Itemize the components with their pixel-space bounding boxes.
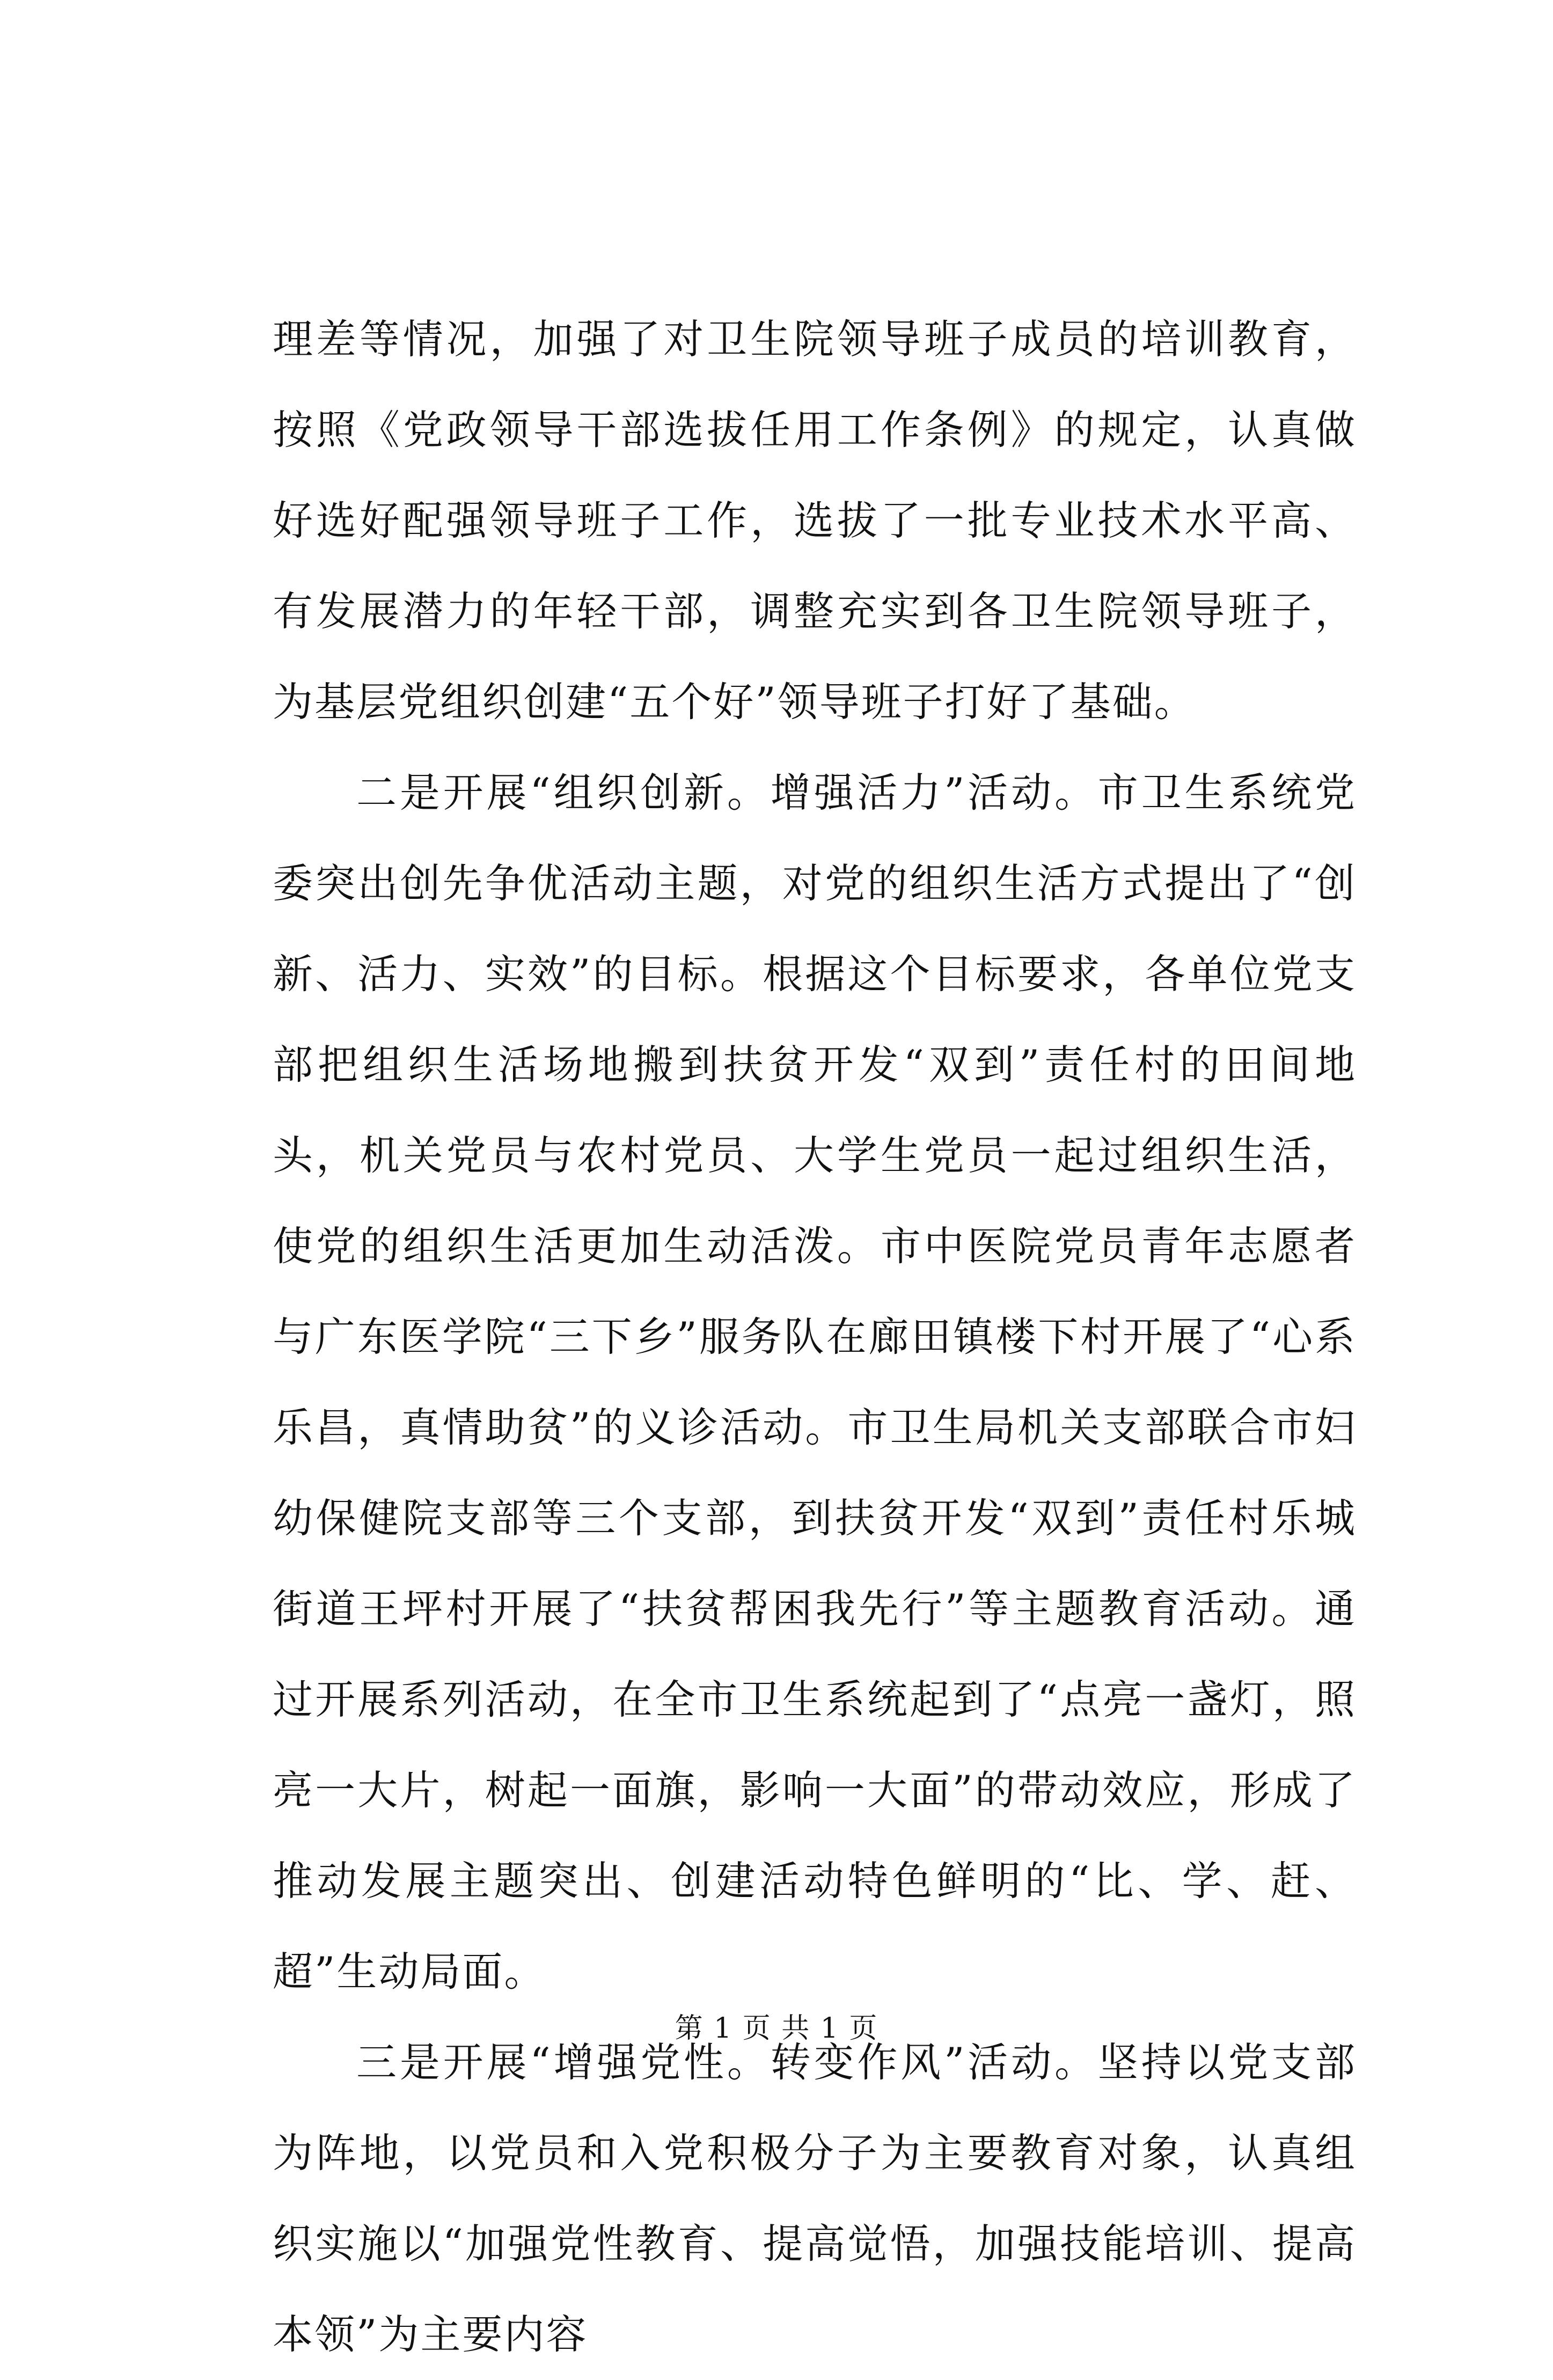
document-body <box>273 294 1357 2380</box>
paragraph-1: 理差等情况，加强了对卫生院领导班子成员的培训教育，按照《党政领导干部选拔任用工作条例》的规定，认真做好选好配强领导班子工作，选拔了一批专业技术水平高、有发展潜力的年轻干部，调整充实到各卫生院领导班子，为基层党组织创建“五个好”领导班子打好了基础。 <box>273 316 1357 726</box>
paragraph-2: 二是开展“组织创新。增强活力”活动。市卫生系统党委突出创先争优活动主题，对党的组织生活方式提出了“创新、活力、实效”的目标。根据这个目标要求，各单位党支部把组织生活场地搬到扶贫开发“双到”责任村的田间地头，机关党员与农村党员、大学生党员一起过组织生活，使党的组织生活更加生动活泼。市中医院党员青年志愿者与广东医学院“三下乡”服务队在廊田镇楼下村开展了“心系乐昌，真情助贫”的义诊活动。市卫生局机关支部联合市妇幼保健院支部等三个支部，到扶贫开发“双到”责任村乐城街道王坪村开展了“扶贫帮困我先行”等主题教育活动。通过开展系列活动，在全市卫生系统起到了“点亮一盏灯，照亮一大片，树起一面旗，影响一大面”的带动效应，形成了推动发展主题突出、创建活动特色鲜明的“比、学、赶、超”生动局面。 <box>273 769 1357 1995</box>
paragraph-3: 三是开展“增强党性。转变作风”活动。坚持以党支部为阵地，以党员和入党积极分子为主要教育对象，认真组织实施以“加强党性教育、提高觉悟，加强技能培训、提高本领”为主要内容 <box>273 2039 1357 2358</box>
page-footer: 第 1 页 共 1 页 <box>675 2012 878 2045</box>
